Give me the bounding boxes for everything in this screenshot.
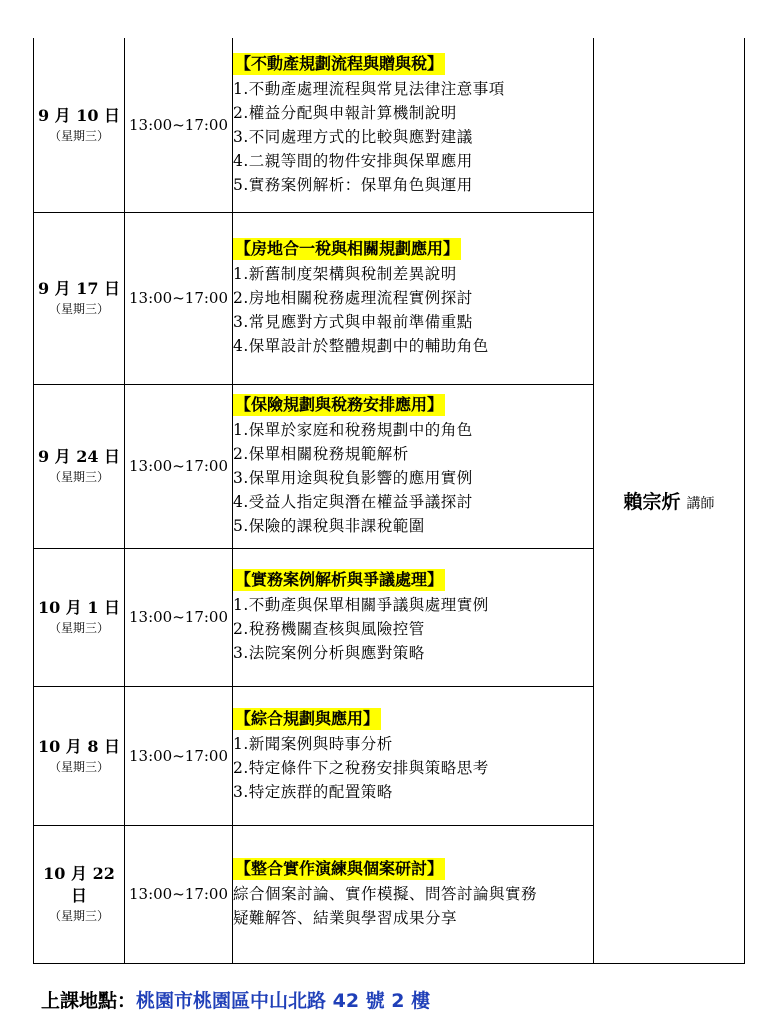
session-date (34, 384, 125, 548)
session-date-label: 9 月 10 日 (37, 105, 121, 125)
session-date-label: 9 月 24 日 (37, 447, 121, 466)
session-topic-item: 疑難解答、結業與學習成果分享 (233, 909, 458, 927)
instructor-title: 講師 (686, 495, 715, 512)
session-topic-title: 【整合實作演練與個案研討】 (235, 859, 444, 878)
session-row (34, 38, 745, 212)
session-topic-item: 1.不動產處理流程與常見法律注意事項 (233, 79, 505, 98)
session-date-label: 9 月 17 日 (37, 279, 121, 298)
session-content (233, 212, 594, 384)
session-weekday: （星期三） (48, 909, 109, 923)
session-topic-item: 2.特定條件下之稅務安排與策略思考 (233, 758, 489, 777)
session-topic-item: 綜合個案討論、實作模擬、問答討論與實務 (233, 885, 538, 903)
session-date-label: 10 月 22 日 (43, 864, 115, 905)
instructor-cell (594, 38, 745, 963)
session-topic-item: 4.保單設計於整體規劃中的輔助角色 (233, 337, 489, 355)
session-weekday: （星期三） (48, 302, 109, 316)
session-date (34, 38, 125, 212)
session-date (34, 548, 125, 686)
session-topic-item: 1.保單於家庭和稅務規劃中的角色 (233, 421, 473, 439)
session-content (233, 686, 594, 825)
session-topic-title: 【保險規劃與稅務安排應用】 (235, 395, 444, 414)
session-topic-item: 1.新舊制度架構與稅制差異說明 (233, 265, 457, 283)
session-topic-item: 1.不動產與保單相關爭議與處理實例 (233, 596, 489, 614)
session-weekday: （星期三） (48, 128, 109, 143)
session-topic-item: 1.新聞案例與時事分析 (233, 734, 393, 753)
session-topic-item: 2.權益分配與申報計算機制說明 (233, 103, 457, 122)
session-topic-item: 4.二親等間的物件安排與保單應用 (233, 151, 473, 170)
session-topic-item: 3.保單用途與稅負影響的應用實例 (233, 469, 473, 487)
session-date-label: 10 月 8 日 (37, 736, 121, 756)
instructor-name: 賴宗炘 (623, 490, 681, 513)
session-time: 13:00~17:00 (125, 825, 233, 963)
session-topic-title: 【實務案例解析與爭議處理】 (235, 570, 444, 589)
session-time: 13:00~17:00 (125, 686, 233, 825)
session-content (233, 825, 594, 963)
session-topic-item: 5.實務案例解析：保單角色與運用 (233, 175, 473, 194)
location-address: 桃園市桃園區中山北路 42 號 2 樓 (136, 990, 431, 1012)
session-time: 13:00~17:00 (125, 212, 233, 384)
session-weekday: （星期三） (48, 759, 109, 774)
session-topic-item: 3.不同處理方式的比較與應對建議 (233, 127, 473, 146)
session-date (34, 686, 125, 825)
session-topic-item: 5.保險的課稅與非課稅範圍 (233, 517, 425, 535)
session-time: 13:00~17:00 (125, 384, 233, 548)
session-date (34, 212, 125, 384)
session-topic-item: 2.房地相關稅務處理流程實例探討 (233, 289, 473, 307)
session-weekday: （星期三） (48, 470, 109, 484)
session-topic-title: 【房地合一稅與相關規劃應用】 (235, 239, 460, 258)
location-label: 上課地點： (41, 990, 137, 1012)
session-topic-item: 3.常見應對方式與申報前準備重點 (233, 313, 473, 331)
schedule-table (33, 38, 745, 964)
session-content (233, 384, 594, 548)
session-time: 13:00~17:00 (125, 548, 233, 686)
session-date-label: 10 月 1 日 (37, 598, 121, 617)
session-content (233, 38, 594, 212)
session-topic-title: 【綜合規劃與應用】 (235, 708, 380, 728)
session-topic-item: 3.特定族群的配置策略 (233, 782, 393, 801)
session-content (233, 548, 594, 686)
session-date (34, 825, 125, 963)
session-time: 13:00~17:00 (125, 38, 233, 212)
session-topic-item: 4.受益人指定與潛在權益爭議探討 (233, 493, 473, 511)
session-topic-item: 3.法院案例分析與應對策略 (233, 644, 425, 662)
session-weekday: （星期三） (48, 621, 109, 635)
course-location (41, 986, 430, 1013)
session-topic-title: 【不動產規劃流程與贈與稅】 (235, 53, 444, 73)
session-topic-item: 2.保單相關稅務規範解析 (233, 445, 409, 463)
session-topic-item: 2.稅務機關查核與風險控管 (233, 620, 425, 638)
